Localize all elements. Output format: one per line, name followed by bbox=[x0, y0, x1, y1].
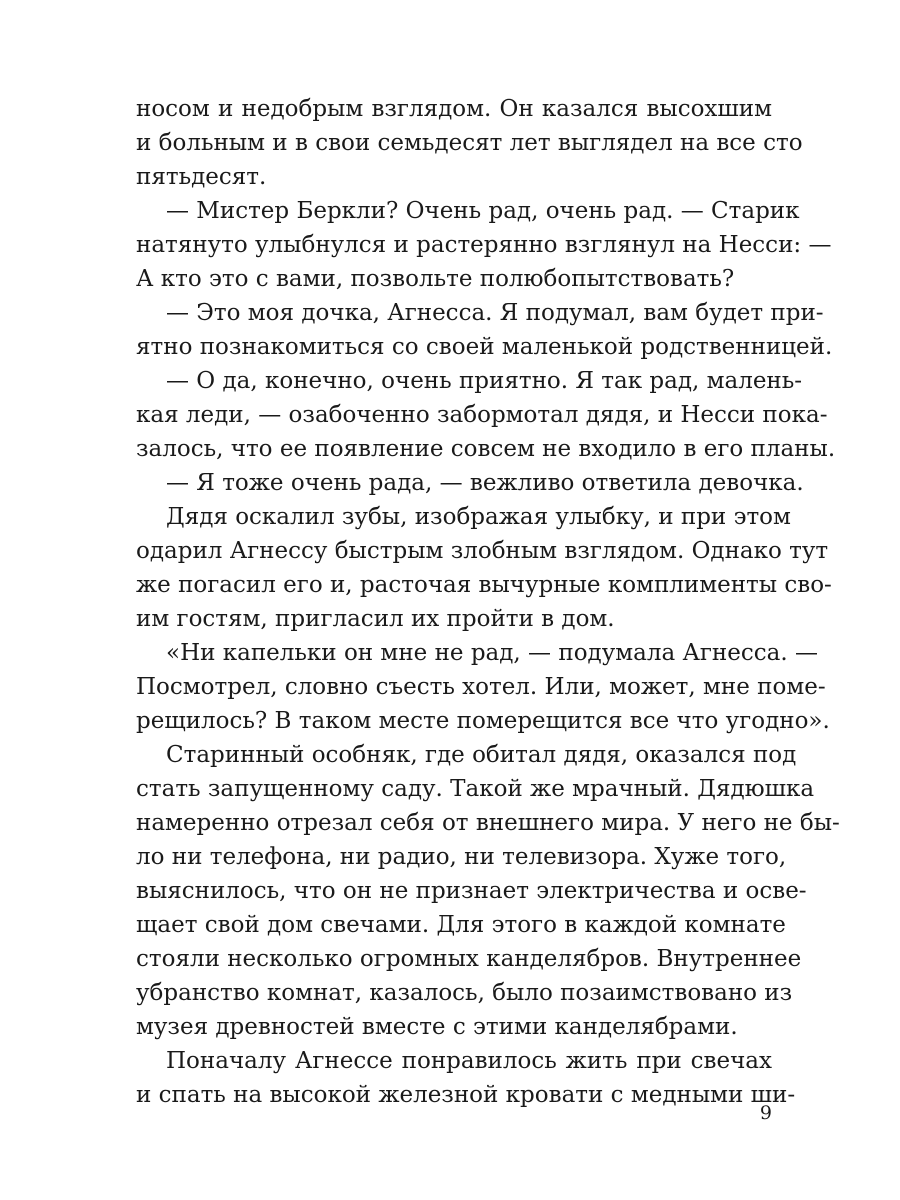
text-line: — О да, конечно, очень приятно. Я так рад, малень- bbox=[166, 368, 803, 394]
text-line: выяснилось, что он не признает электричества и осве- bbox=[136, 878, 807, 904]
text-line: — Я тоже очень рада, — вежливо ответила девочка. bbox=[166, 470, 804, 496]
text-line: кая леди, — озабоченно забормотал дядя, и Несси пока- bbox=[136, 402, 828, 428]
text-line: рещилось? В таком месте померещится все что угодно». bbox=[136, 708, 830, 734]
text-line: стать запущенному саду. Такой же мрачный. Дядюшка bbox=[136, 776, 815, 802]
text-line: одарил Агнессу быстрым злобным взглядом. Однако тут bbox=[136, 538, 829, 564]
text-line: носом и недобрым взглядом. Он казался высохшим bbox=[136, 96, 772, 122]
text-line: — Мистер Беркли? Очень рад, очень рад. — Старик bbox=[166, 198, 800, 224]
text-line: Поначалу Агнессе понравилось жить при свечах bbox=[166, 1048, 772, 1074]
text-line: пятьдесят. bbox=[136, 164, 267, 190]
text-line: убранство комнат, казалось, было позаимствовано из bbox=[136, 980, 793, 1006]
text-line: щает свой дом свечами. Для этого в каждой комнате bbox=[136, 912, 786, 938]
text-line: Дядя оскалил зубы, изображая улыбку, и при этом bbox=[166, 504, 791, 530]
text-line: А кто это с вами, позвольте полюбопытствовать? bbox=[136, 266, 735, 292]
text-line: им гостям, пригласил их пройти в дом. bbox=[136, 606, 615, 632]
text-line: намеренно отрезал себя от внешнего мира. У него не бы- bbox=[136, 810, 840, 836]
text-line: Посмотрел, словно съесть хотел. Или, может, мне поме- bbox=[136, 674, 826, 700]
text-line: музея древностей вместе с этими канделябрами. bbox=[136, 1014, 738, 1040]
text-line: — Это моя дочка, Агнесса. Я подумал, вам будет при- bbox=[166, 300, 824, 326]
page-number: 9 bbox=[759, 1102, 772, 1124]
text-line: же погасил его и, расточая вычурные комплименты сво- bbox=[136, 572, 832, 598]
text-line: натянуто улыбнулся и растерянно взглянул на Несси: — bbox=[136, 232, 832, 258]
text-line: залось, что ее появление совсем не входило в его планы. bbox=[136, 436, 836, 462]
text-line: и больным и в свои семьдесят лет выглядел на все сто bbox=[136, 130, 803, 156]
body-text bbox=[136, 92, 840, 1112]
text-line: Старинный особняк, где обитал дядя, оказался под bbox=[166, 742, 797, 768]
text-line: «Ни капельки он мне не рад, — подумала Агнесса. — bbox=[166, 640, 818, 666]
text-line: ло ни телефона, ни радио, ни телевизора. Хуже того, bbox=[136, 844, 787, 870]
text-line: ятно познакомиться со своей маленькой родственницей. bbox=[136, 334, 833, 360]
text-line: и спать на высокой железной кровати с медными ши- bbox=[136, 1082, 796, 1108]
text-line: стояли несколько огромных канделябров. Внутреннее bbox=[136, 946, 802, 972]
